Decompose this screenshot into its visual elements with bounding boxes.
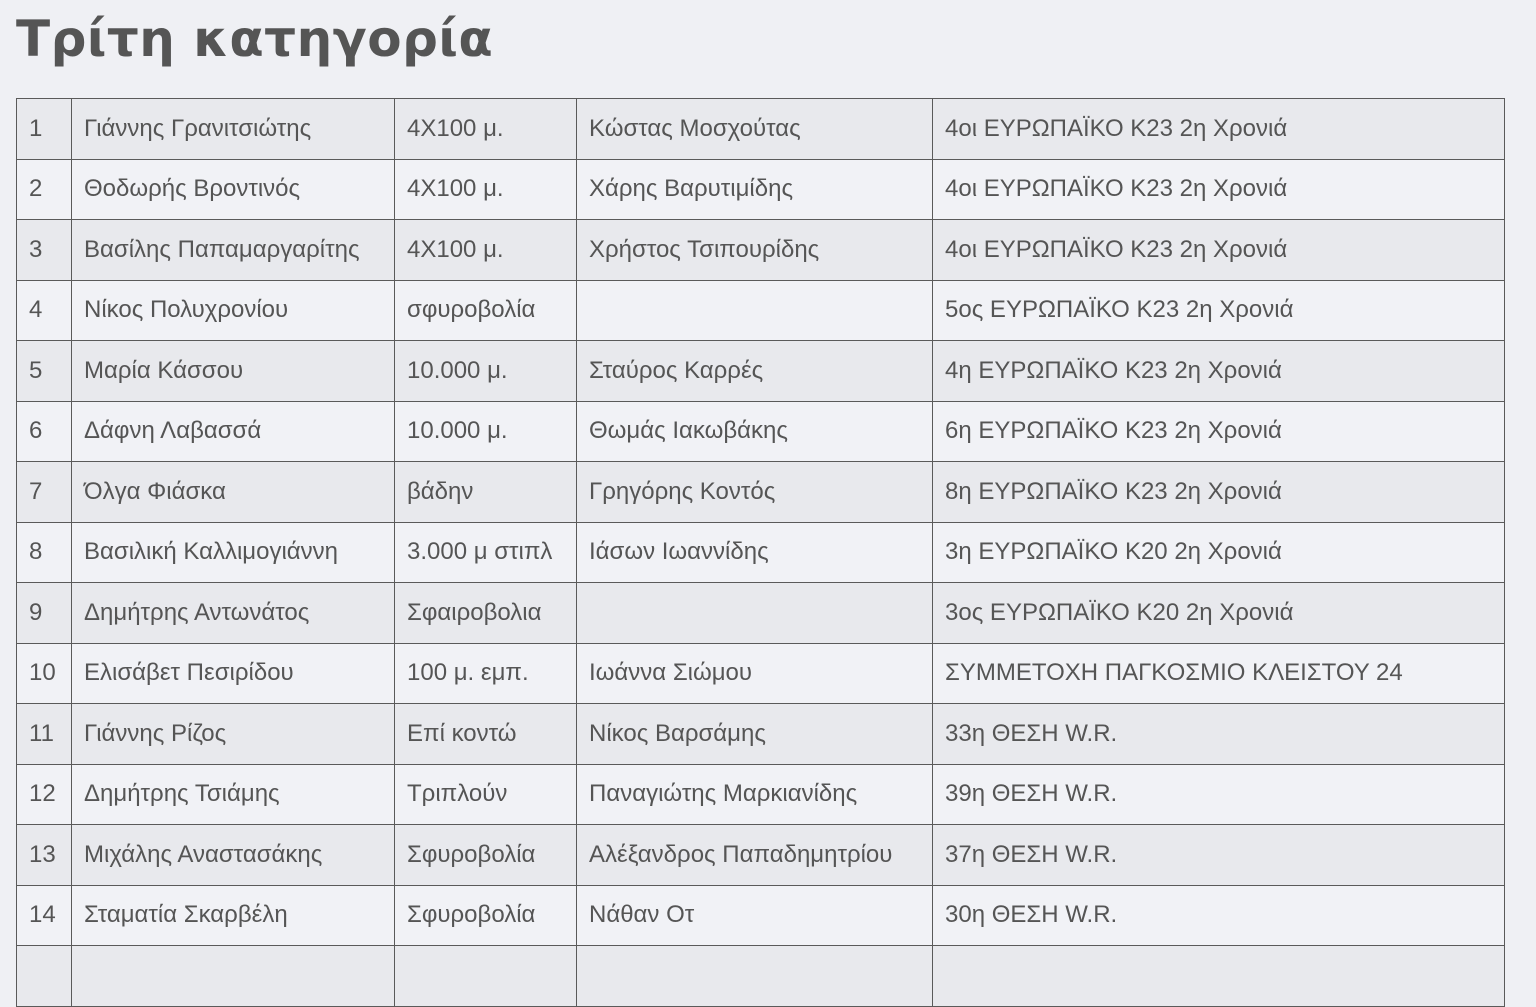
athlete-name-cell: Βασιλική Καλλιμογιάννη [72, 522, 395, 583]
row-number: 6 [17, 401, 72, 462]
event-cell: σφυροβολία [395, 280, 577, 341]
event-cell: 4Χ100 μ. [395, 99, 577, 160]
result-cell: 3ος ΕΥΡΩΠΑΪΚΟ Κ20 2η Χρονιά [933, 583, 1505, 644]
result-cell: 33η ΘΕΣΗ W.R. [933, 704, 1505, 765]
coach-name-cell: Κώστας Μοσχούτας [577, 99, 933, 160]
event-cell: 10.000 μ. [395, 401, 577, 462]
event-cell: Σφαιροβολια [395, 583, 577, 644]
result-cell: 37η ΘΕΣΗ W.R. [933, 825, 1505, 886]
row-number: 13 [17, 825, 72, 886]
row-number: 7 [17, 462, 72, 523]
row-number: 2 [17, 159, 72, 220]
athlete-name-cell: Γιάννης Γρανιτσιώτης [72, 99, 395, 160]
athlete-name-cell: Σταματία Σκαρβέλη [72, 885, 395, 946]
table-row [17, 159, 1505, 220]
table-row [17, 401, 1505, 462]
result-cell: 4οι ΕΥΡΩΠΑΪΚΟ Κ23 2η Χρονιά [933, 99, 1505, 160]
coach-name-cell: Γρηγόρης Κοντός [577, 462, 933, 523]
coach-name-cell: Ιωάννα Σιώμου [577, 643, 933, 704]
event-cell: Τριπλούν [395, 764, 577, 825]
table-row [17, 704, 1505, 765]
row-number: 11 [17, 704, 72, 765]
row-number: 1 [17, 99, 72, 160]
athlete-name-cell: Μιχάλης Αναστασάκης [72, 825, 395, 886]
coach-name-cell: Νίκος Βαρσάμης [577, 704, 933, 765]
coach-name-cell: Σταύρος Καρρές [577, 341, 933, 402]
table-row [17, 522, 1505, 583]
row-number: 4 [17, 280, 72, 341]
athlete-name-cell: Ελισάβετ Πεσιρίδου [72, 643, 395, 704]
table-body [17, 99, 1505, 1007]
event-cell: βάδην [395, 462, 577, 523]
athlete-name-cell: Γιάννης Ρίζος [72, 704, 395, 765]
table-row [17, 99, 1505, 160]
row-number: 5 [17, 341, 72, 402]
athlete-name-cell: Δημήτρης Τσιάμης [72, 764, 395, 825]
table-row [17, 764, 1505, 825]
result-cell: 4οι ΕΥΡΩΠΑΪΚΟ Κ23 2η Χρονιά [933, 220, 1505, 281]
row-number: 12 [17, 764, 72, 825]
athlete-name-cell: Όλγα Φιάσκα [72, 462, 395, 523]
coach-name-cell: Παναγιώτης Μαρκιανίδης [577, 764, 933, 825]
table-row [17, 825, 1505, 886]
result-cell: 39η ΘΕΣΗ W.R. [933, 764, 1505, 825]
coach-name-cell: Χάρης Βαρυτιμίδης [577, 159, 933, 220]
result-cell: 8η ΕΥΡΩΠΑΪΚΟ Κ23 2η Χρονιά [933, 462, 1505, 523]
event-cell: 4Χ100 μ. [395, 220, 577, 281]
row-number: 8 [17, 522, 72, 583]
row-number: 14 [17, 885, 72, 946]
coach-name-cell [577, 583, 933, 644]
result-cell: ΣΥΜΜΕΤΟΧΗ ΠΑΓΚΟΣΜΙΟ ΚΛΕΙΣΤΟΥ 24 [933, 643, 1505, 704]
result-cell: 6η ΕΥΡΩΠΑΪΚΟ Κ23 2η Χρονιά [933, 401, 1505, 462]
athlete-name-cell: Βασίλης Παπαμαργαρίτης [72, 220, 395, 281]
event-cell: Σφυροβολία [395, 885, 577, 946]
coach-name-cell: Αλέξανδρος Παπαδημητρίου [577, 825, 933, 886]
table-row [17, 583, 1505, 644]
table-row [17, 885, 1505, 946]
athlete-name-cell: Δημήτρης Αντωνάτος [72, 583, 395, 644]
result-cell: 30η ΘΕΣΗ W.R. [933, 885, 1505, 946]
row-number: 10 [17, 643, 72, 704]
row-number: 3 [17, 220, 72, 281]
athlete-name-cell: Δάφνη Λαβασσά [72, 401, 395, 462]
result-cell: 5ος ΕΥΡΩΠΑΪΚΟ Κ23 2η Χρονιά [933, 280, 1505, 341]
table-row [17, 280, 1505, 341]
coach-name-cell: Νάθαν Οτ [577, 885, 933, 946]
page-title: Τρίτη κατηγορία [16, 10, 494, 68]
event-cell: 10.000 μ. [395, 341, 577, 402]
event-cell: Επί κοντώ [395, 704, 577, 765]
athlete-name-cell: Θοδωρής Βροντινός [72, 159, 395, 220]
event-cell: 4Χ100 μ. [395, 159, 577, 220]
coach-name-cell: Θωμάς Ιακωβάκης [577, 401, 933, 462]
event-cell: Σφυροβολία [395, 825, 577, 886]
coach-name-cell: Ιάσων Ιωαννίδης [577, 522, 933, 583]
athlete-name-cell: Νίκος Πολυχρονίου [72, 280, 395, 341]
table-row [17, 462, 1505, 523]
row-number: 9 [17, 583, 72, 644]
event-cell: 3.000 μ στιπλ [395, 522, 577, 583]
table-row [17, 643, 1505, 704]
results-table [16, 98, 1505, 1007]
coach-name-cell: Χρήστος Τσιπουρίδης [577, 220, 933, 281]
coach-name-cell [577, 280, 933, 341]
event-cell: 100 μ. εμπ. [395, 643, 577, 704]
table-row [17, 341, 1505, 402]
result-cell: 3η ΕΥΡΩΠΑΪΚΟ Κ20 2η Χρονιά [933, 522, 1505, 583]
athlete-name-cell: Μαρία Κάσσου [72, 341, 395, 402]
result-cell: 4οι ΕΥΡΩΠΑΪΚΟ Κ23 2η Χρονιά [933, 159, 1505, 220]
table-row [17, 220, 1505, 281]
result-cell: 4η ΕΥΡΩΠΑΪΚΟ Κ23 2η Χρονιά [933, 341, 1505, 402]
